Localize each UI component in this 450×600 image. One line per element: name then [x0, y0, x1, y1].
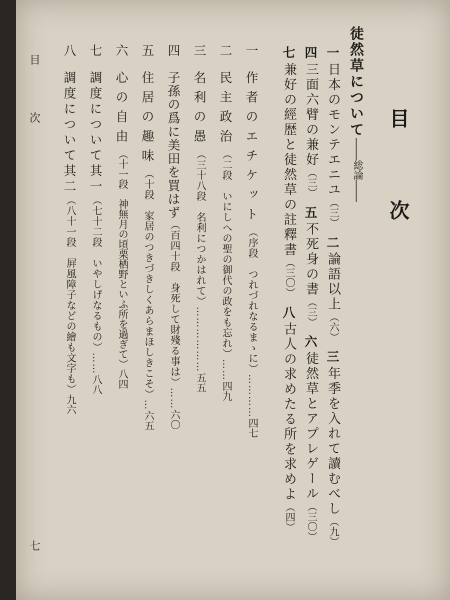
entry-page: 六五	[142, 410, 153, 431]
entry-title: 住居の趣味	[140, 71, 155, 169]
intro-heading-dash: ――	[350, 138, 363, 160]
toc-entry	[86, 44, 104, 584]
intro-item-text: 論語以上	[325, 252, 340, 313]
entry-number: 二	[218, 44, 233, 58]
intro-item-page: （三〇）	[283, 257, 294, 298]
intro-item-page: （三）	[305, 167, 316, 198]
entry-page: 八八	[90, 374, 101, 395]
entry-subtitle: （三十八段 名利につかはれて）	[194, 149, 205, 307]
entry-subtitle: （百四十段 身死して財殘る事は）	[168, 219, 179, 388]
intro-item-page: （四）	[283, 502, 294, 533]
entry-page: 五五	[194, 372, 205, 393]
intro-item-num: 二	[325, 235, 340, 251]
intro-line-1	[323, 44, 342, 547]
intro-item-text: 年季を入れて讀むべし	[325, 366, 340, 517]
intro-item-page: （三〇）	[305, 501, 316, 542]
intro-item-text: 三面六臂の兼好	[303, 62, 318, 168]
entry-page: 九六	[64, 394, 75, 415]
intro-item-page: （三）	[305, 297, 316, 328]
entry-title: 心の自由	[114, 71, 129, 149]
entry-number: 七	[88, 44, 103, 58]
intro-line-3	[279, 44, 298, 532]
page-title: 目 次	[386, 108, 410, 246]
dot-leader: …	[142, 399, 153, 411]
toc-entry	[112, 44, 130, 584]
toc-entry	[164, 44, 182, 584]
dot-leader: ………………	[194, 306, 205, 373]
entry-title: 民主政治	[218, 71, 233, 149]
entry-subtitle: （序段 つれづれなるまゝに）	[246, 227, 257, 374]
page-folio: 七	[28, 540, 41, 551]
entry-number: 四	[166, 44, 181, 58]
intro-item-page: （九）	[327, 516, 338, 547]
dot-leader: …………	[246, 374, 257, 418]
toc-entry	[242, 44, 260, 584]
intro-item-num: 七	[281, 46, 296, 61]
entry-title: 調度について其一	[88, 71, 103, 195]
intro-item-text: 不死身の書	[303, 222, 318, 298]
entry-page: 四七	[246, 418, 257, 438]
intro-heading	[346, 26, 366, 202]
intro-heading-dash-trail: ――	[350, 180, 363, 202]
toc-entry	[60, 44, 78, 584]
entry-number: 三	[192, 44, 207, 58]
intro-item-num: 一	[325, 46, 340, 61]
entry-title: 作者のエチケット	[244, 71, 259, 227]
entry-subtitle: （十一段 神無月の頃栗栖野といふ所を過ぎて）	[116, 149, 127, 369]
entry-subtitle: （七十二段 いやしげなるもの）	[90, 195, 101, 353]
entry-title: 子孫の爲に美田を買はず	[166, 71, 181, 220]
entry-number: 五	[140, 44, 155, 58]
book-page	[16, 0, 450, 600]
intro-item-text: 古人の求めたる所を求めよ	[281, 322, 296, 503]
intro-item-num: 四	[303, 46, 318, 61]
intro-item-page: （三）	[327, 197, 338, 228]
intro-heading-sub: 総論	[351, 160, 362, 180]
intro-line-2	[301, 44, 320, 542]
toc-entry	[216, 44, 234, 584]
intro-item-num: 五	[303, 205, 318, 221]
entry-number: 八	[62, 44, 77, 58]
intro-item-text: 日本のモンテエニユ	[325, 62, 340, 198]
entry-subtitle: （十段 家居のつきづきしくあらまほしきこそ）	[142, 168, 153, 400]
entry-page: 六〇	[168, 409, 179, 430]
entry-subtitle: （二段 いにしへの聖の御代の政をも忘れ）	[220, 149, 231, 359]
entry-page: 四九	[220, 381, 231, 401]
dot-leader: ……	[220, 359, 231, 381]
entry-number: 六	[114, 44, 129, 58]
intro-item-page: （六）	[327, 312, 338, 343]
running-header: 目 次	[28, 54, 41, 141]
entry-title: 名利の愚	[192, 71, 207, 149]
toc-entry	[138, 44, 156, 584]
dot-leader: ……	[90, 352, 101, 375]
toc-entry	[190, 44, 208, 584]
entry-title: 調度について其二	[62, 71, 77, 195]
dot-leader: ……	[168, 387, 179, 410]
entry-page: 八四	[116, 369, 127, 389]
intro-item-num: 八	[281, 305, 296, 321]
intro-item-num: 六	[303, 335, 318, 350]
intro-item-text: 兼好の經歴と徒然草の註釋書	[281, 62, 296, 258]
intro-item-num: 三	[325, 350, 340, 365]
intro-item-text: 徒然草とアプレゲール	[303, 351, 318, 502]
intro-heading-title: 徒然草について	[348, 26, 364, 138]
entry-subtitle: （八十一段 屛風障子などの繪も文字も）	[64, 195, 75, 395]
entry-number: 一	[244, 44, 259, 58]
